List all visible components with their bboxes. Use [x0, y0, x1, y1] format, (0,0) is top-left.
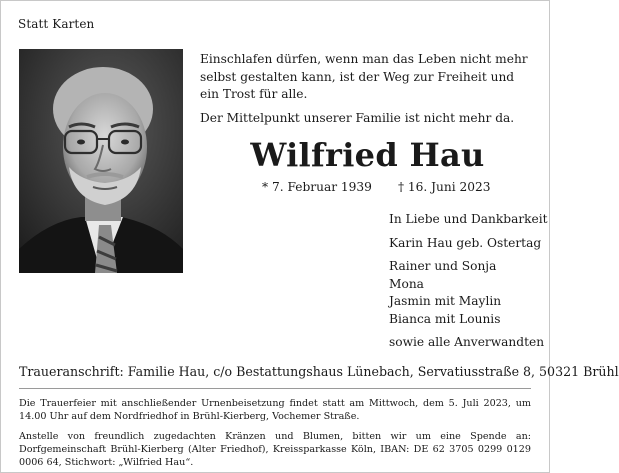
mourner-name: Mona	[389, 276, 424, 291]
donation-note: Anstelle von freundlich zugedachten Kränzen und Blumen, bitten wir um eine Spende an: Dorfgemeinschaft Brühl-Kierberg (Alter Friedhof), Kreissparkasse Köln, IBAN: DE 62 3705 0299 0129 0006 64, Stichwort: „Wilfried Hau“.	[19, 431, 531, 468]
mourners-intro: In Liebe und Dankbarkeit	[389, 212, 548, 226]
mourner-name: Bianca mit Lounis	[389, 311, 501, 326]
divider	[19, 388, 531, 389]
mourners-block	[389, 211, 549, 352]
portrait-photo	[19, 49, 183, 273]
mourner-name: Rainer und Sonja	[389, 259, 497, 273]
funeral-note: Die Trauerfeier mit anschließender Urnenbeisetzung findet statt am Mittwoch, dem 5. Juli 2023, um 14.00 Uhr auf dem Nordfriedhof in Brühl-Kierberg, Vochemer Straße.	[19, 398, 531, 422]
mourner-name: Karin Hau geb. Ostertag	[389, 235, 542, 250]
death-date: † 16. Juni 2023	[397, 180, 491, 194]
portrait-image	[19, 49, 183, 273]
life-dates	[262, 180, 491, 194]
verse-block	[200, 51, 535, 133]
verse-line: Der Mittelpunkt unserer Familie ist nicht mehr da.	[200, 110, 515, 125]
statt-karten-label: Statt Karten	[18, 17, 95, 31]
condolence-address: Traueranschrift: Familie Hau, c/o Bestattungshaus Lünebach, Servatiusstraße 8, 50321 Brühl	[19, 364, 619, 379]
deceased-name: Wilfried Hau	[250, 136, 485, 174]
mourner-name: Jasmin mit Maylin	[389, 294, 502, 308]
verse-line: Einschlafen dürfen, wenn man das Leben nicht mehr selbst gestalten kann, ist der Weg zur Freiheit und ein Trost für alle.	[200, 52, 528, 101]
birth-date: * 7. Februar 1939	[262, 180, 372, 194]
mourners-closing: sowie alle Anverwandten	[389, 335, 545, 349]
